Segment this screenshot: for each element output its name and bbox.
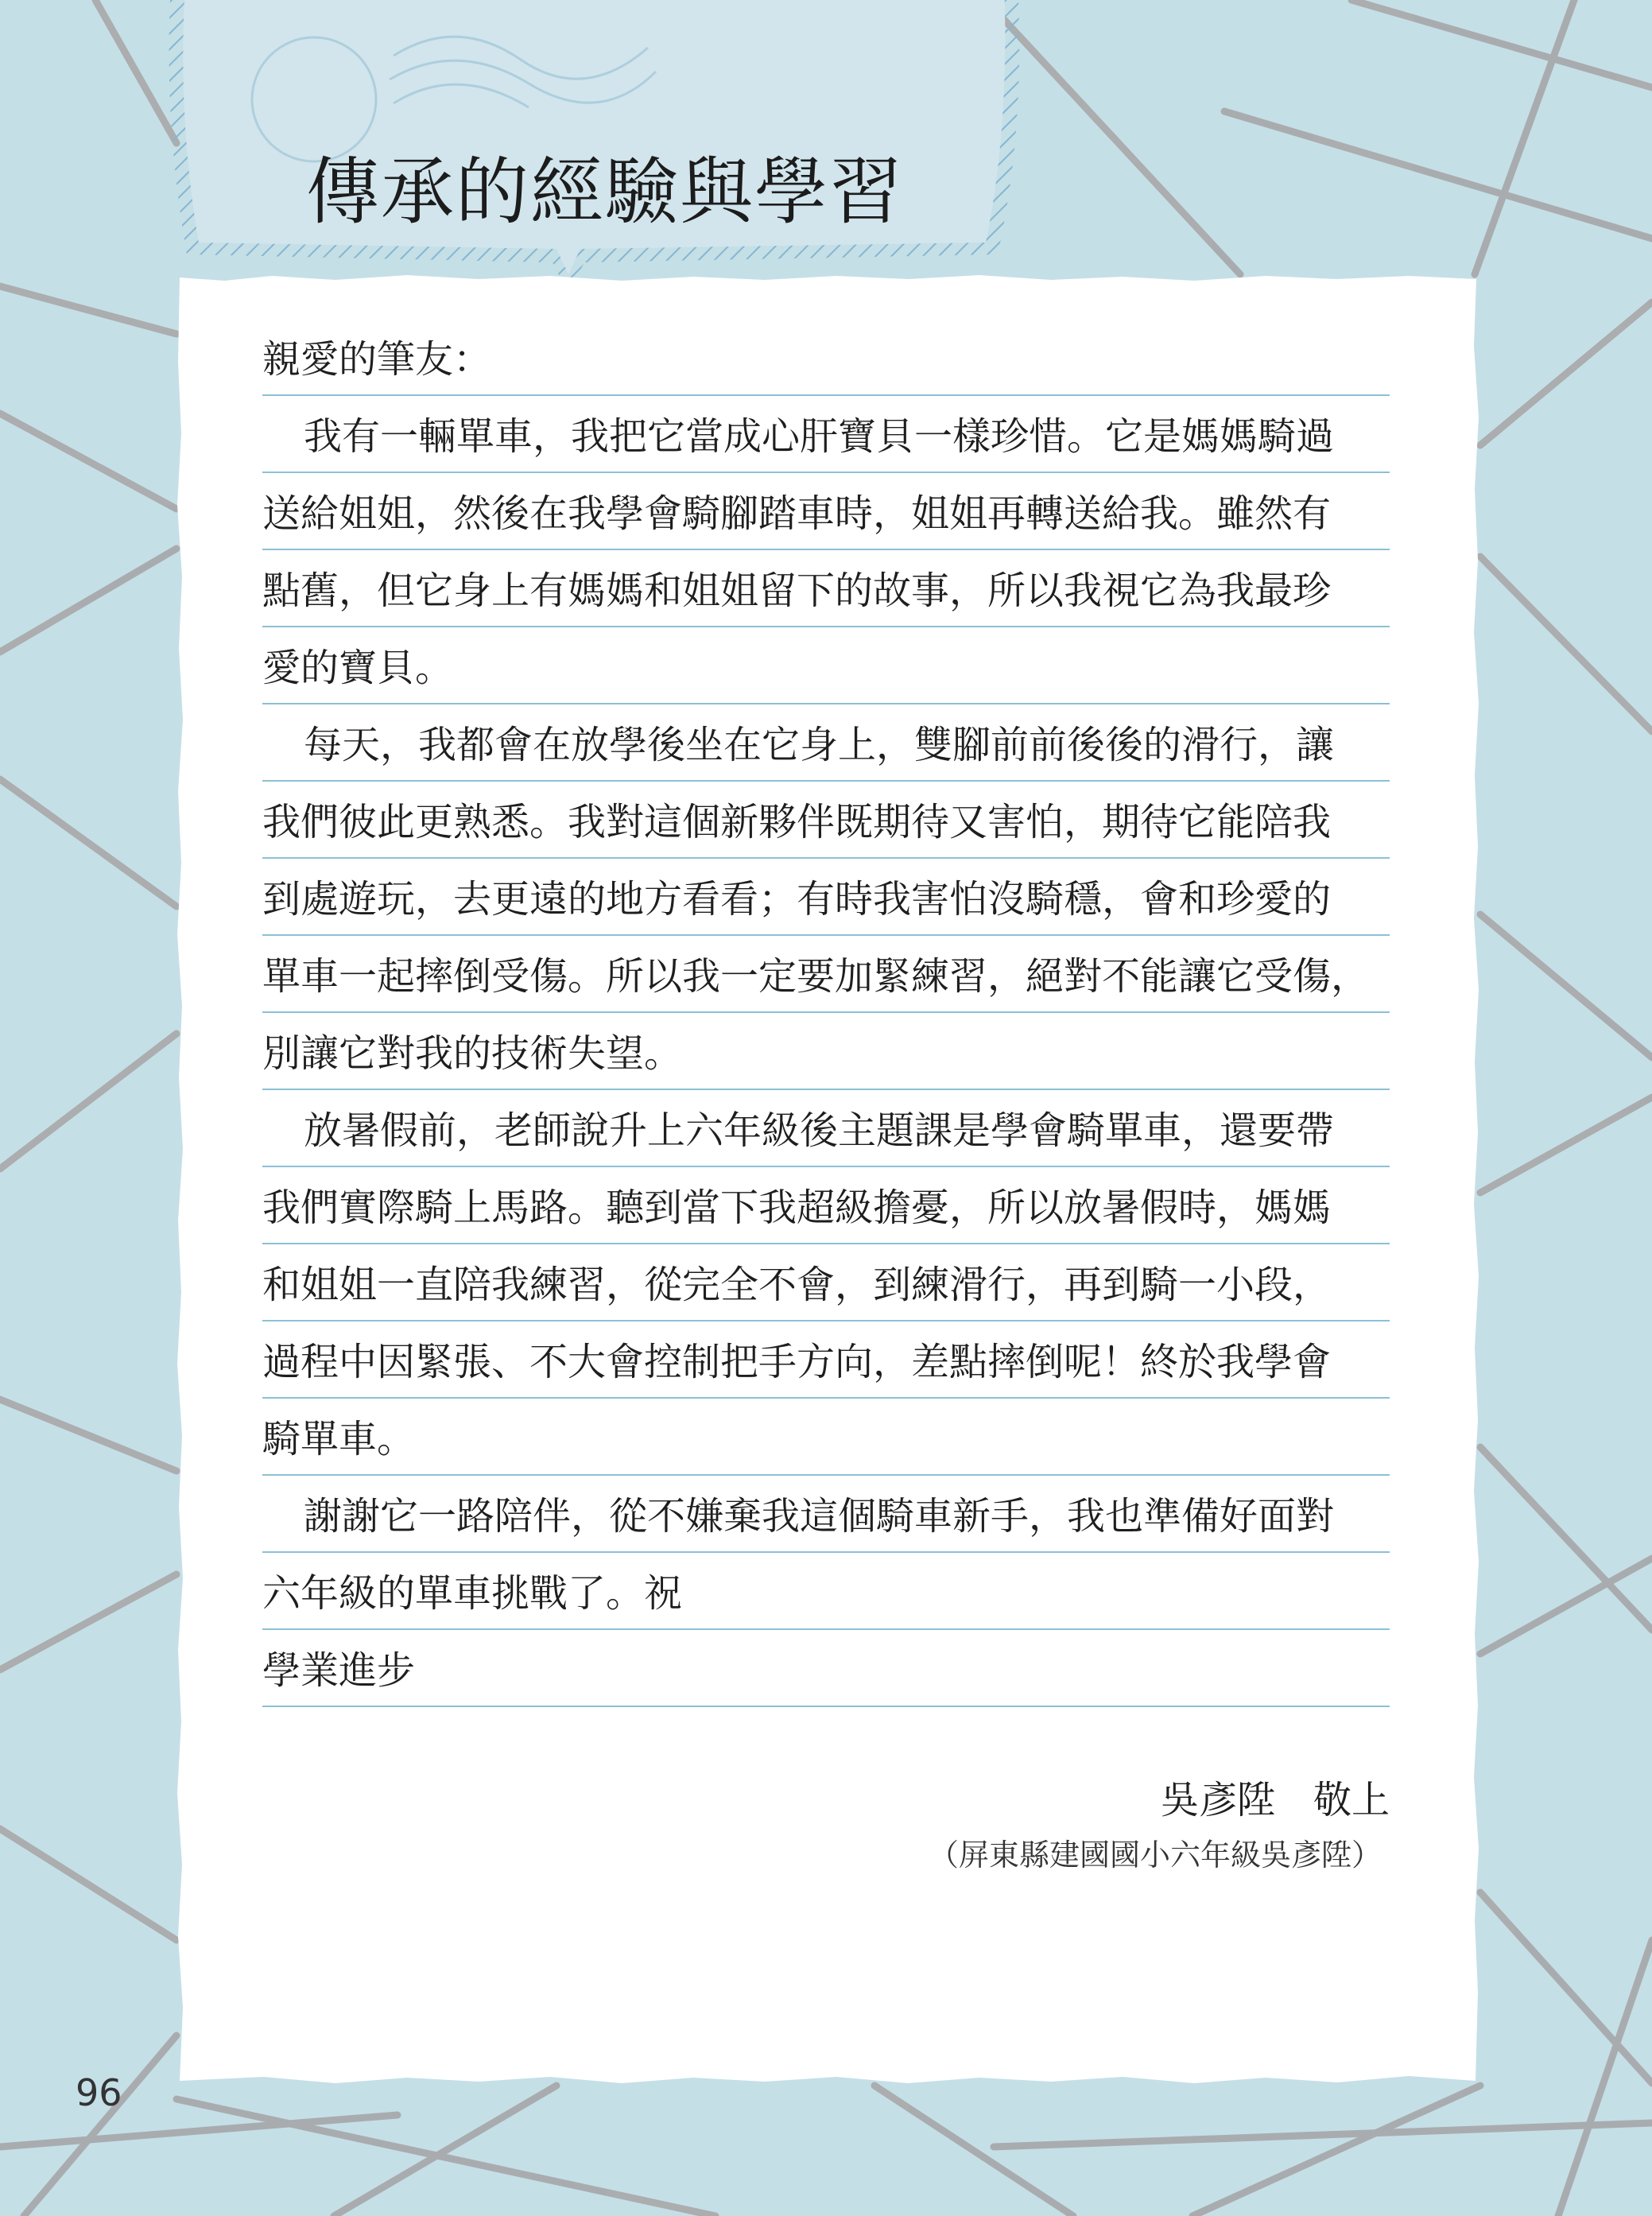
page-title: 傳承的經驗與學習 — [306, 149, 905, 235]
page-number: 96 — [76, 2071, 122, 2114]
author-affiliation: （屏東縣建國國小六年級吳彥陞） — [928, 1838, 1382, 1873]
letter-line: 和姐姐一直陪我練習，從完全不會，到練滑行，再到騎一小段， — [262, 1245, 1390, 1321]
letter-line: 過程中因緊張、不大會控制把手方向，差點摔倒呢！終於我學會 — [262, 1322, 1390, 1399]
letter-body — [262, 320, 1390, 1708]
letter-line: 每天，我都會在放學後坐在它身上，雙腳前前後後的滑行，讓 — [262, 705, 1390, 782]
letter-line: 點舊，但它身上有媽媽和姐姐留下的故事，所以我視它為我最珍 — [262, 551, 1390, 627]
letter-line: 我有一輛單車，我把它當成心肝寶貝一樣珍惜。它是媽媽騎過 — [262, 397, 1390, 473]
letter-line: 我們彼此更熟悉。我對這個新夥伴既期待又害怕，期待它能陪我 — [262, 782, 1390, 859]
letter-line: 謝謝它一路陪伴，從不嫌棄我這個騎車新手，我也準備好面對 — [262, 1477, 1390, 1553]
letter-salutation: 親愛的筆友： — [262, 320, 1390, 396]
letter-line: 到處遊玩，去更遠的地方看看；有時我害怕沒騎穩，會和珍愛的 — [262, 860, 1390, 936]
letter-line: 騎單車。 — [262, 1399, 1390, 1476]
letter-line: 愛的寶貝。 — [262, 628, 1390, 704]
signature: 吳彥陞 敬上 — [1160, 1778, 1390, 1822]
letter-line: 六年級的單車挑戰了。祝 — [262, 1554, 1390, 1630]
letter-line: 放暑假前，老師說升上六年級後主題課是學會騎單車，還要帶 — [262, 1091, 1390, 1167]
letter-line: 單車一起摔倒受傷。所以我一定要加緊練習，絕對不能讓它受傷， — [262, 937, 1390, 1013]
letter-line: 我們實際騎上馬路。聽到當下我超級擔憂，所以放暑假時，媽媽 — [262, 1168, 1390, 1244]
letter-line: 學業進步 — [262, 1631, 1390, 1707]
letter-line: 別讓它對我的技術失望。 — [262, 1014, 1390, 1090]
letter-line: 送給姐姐，然後在我學會騎腳踏車時，姐姐再轉送給我。雖然有 — [262, 474, 1390, 550]
